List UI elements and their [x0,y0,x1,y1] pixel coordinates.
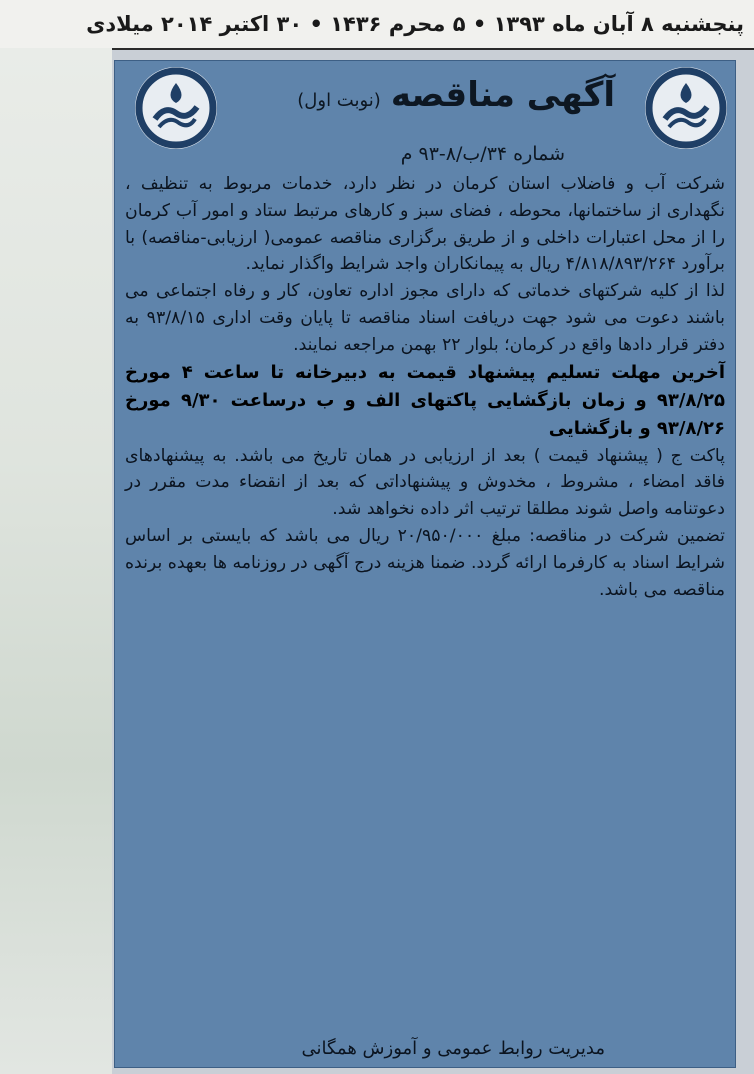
adjacent-page-edge [0,48,112,1074]
newspaper-date-header [0,0,754,50]
ad-title-row [297,75,615,115]
paragraph-guarantee: تضمین شرکت در مناقصه: مبلغ ۲۰/۹۵۰/۰۰۰ ریال می باشد که بایستی بر اساس شرایط اسناد به کارفرما ارائه گردد. ضمنا هزینه درج آگهی در روزنامه ها بعهده برنده مناقصه می باشد. [125,525,725,600]
ad-title: آگهی مناقصه [390,75,615,115]
date-line: پنجشنبه ۸ آبان ماه ۱۳۹۳ • ۵ محرم ۱۴۳۶ • ۳۰ اکتبر ۲۰۱۴ میلادی [86,12,744,36]
paragraph-deadline: آخرین مهلت تسلیم پیشنهاد قیمت به دبیرخانه تا ساعت ۴ مورخ ۹۳/۸/۲۵ و زمان بازگشایی پاکتهای الف و ب درساعت ۹/۳۰ مورخ ۹۳/۸/۲۶ و بازگشایی [125,361,726,439]
ad-round-label: (نوبت اول) [297,90,381,111]
paragraph-opening-conditions: پاکت ج ( پیشنهاد قیمت ) بعد از ارزیابی در همان تاریخ می باشد. به پیشنهادهای فاقد امضاء ، مشروط ، مخدوش و پیشنهاداتی که بعد از انقضاء مدت مقرر در دعوتنامه واصل شوند مطلقا ترتیب اثر داده نخواهد شد. [125,445,725,520]
water-utility-logo-icon [645,67,727,149]
tender-ad-panel [114,60,736,1068]
paragraph-invitation: لذا از کلیه شرکتهای خدماتی که دارای مجوز اداره تعاون، کار و رفاه اجتماعی می باشند دعوت می شود جهت دریافت اسناد مناقصه تا پایان وقت اداری ۹۳/۸/۱۵ به دفتر قرار دادها واقع در کرمان؛ بلوار ۲۲ بهمن مراجعه نمایند. [125,281,725,355]
water-utility-logo-icon [135,67,217,149]
ad-reference-number: شماره ۳۴/ب/۸-۹۳ م [400,143,565,165]
ad-signature: مدیریت روابط عمومی و آموزش همگانی [301,1038,605,1059]
ad-body [125,171,725,603]
paragraph-scope: شرکت آب و فاضلاب استان کرمان در نظر دارد، خدمات مربوط به تنظیف ، نگهداری از ساختمانها، محوطه ، فضای سبز و کارهای مرتبط ستاد و امور آب کرمان را از محل اعتبارات داخلی و از طریق برگزاری مناقصه عمومی( ارزیابی-مناقصه) با برآورد ۴/۸۱۸/۸۹۳/۲۶۴ ریال به پیمانکاران واجد شرایط واگذار نماید. [125,174,725,275]
